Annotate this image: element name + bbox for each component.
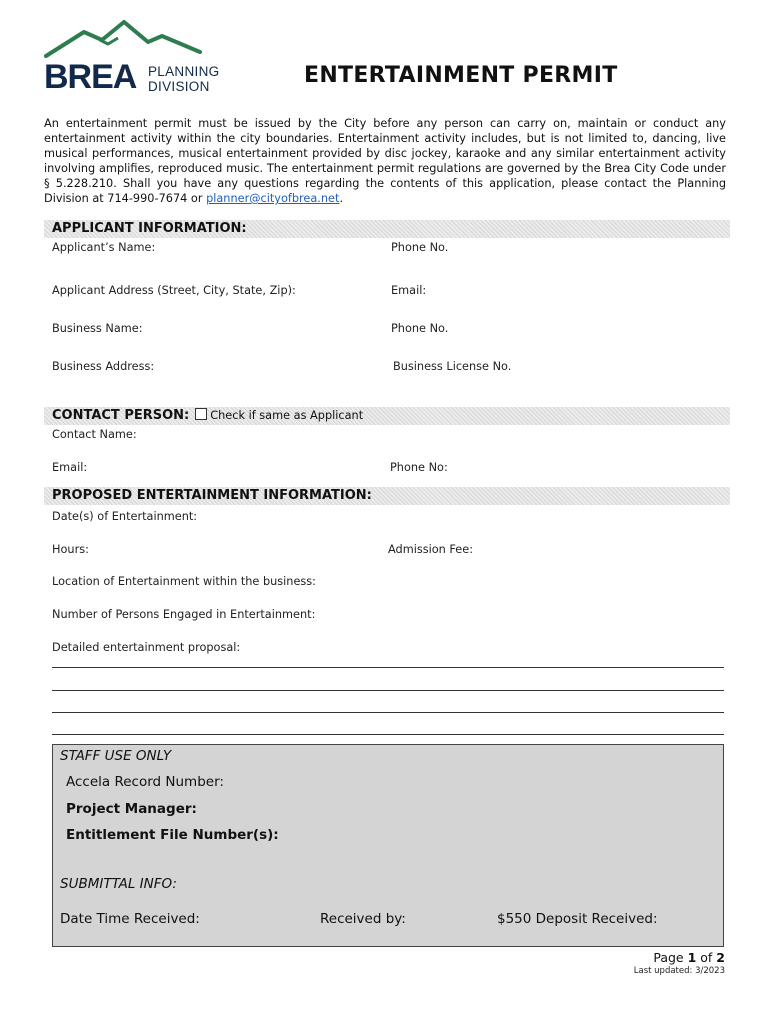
proposal-line-1[interactable] bbox=[52, 667, 724, 668]
date-time-received-label: Date Time Received: bbox=[60, 911, 200, 927]
page-of: of bbox=[696, 950, 717, 965]
intro-paragraph bbox=[44, 116, 726, 206]
contact-heading-wrap bbox=[52, 407, 363, 425]
last-updated: Last updated: 3/2023 bbox=[633, 966, 725, 976]
applicant-phone-label: Phone No. bbox=[391, 241, 449, 254]
page-current: 1 bbox=[687, 950, 697, 965]
accela-record-label: Accela Record Number: bbox=[66, 774, 224, 790]
proposal-label: Detailed entertainment proposal: bbox=[52, 641, 241, 654]
admission-fee-label: Admission Fee: bbox=[388, 543, 474, 556]
contact-email-label: Email: bbox=[52, 461, 88, 474]
same-as-applicant-label: Check if same as Applicant bbox=[210, 409, 364, 422]
entertainment-dates-label: Date(s) of Entertainment: bbox=[52, 510, 198, 523]
proposal-line-4[interactable] bbox=[52, 734, 724, 735]
logo-division-line1: PLANNING bbox=[148, 64, 220, 79]
mountain-logo-icon bbox=[44, 18, 204, 58]
persons-engaged-label: Number of Persons Engaged in Entertainment: bbox=[52, 608, 316, 621]
brea-planning-logo bbox=[44, 18, 244, 98]
business-phone-label: Phone No. bbox=[391, 322, 449, 335]
logo-division-text bbox=[148, 64, 219, 94]
business-license-label: Business License No. bbox=[393, 360, 512, 373]
proposal-line-3[interactable] bbox=[52, 712, 724, 713]
proposal-line-2[interactable] bbox=[52, 690, 724, 691]
same-as-applicant-checkbox[interactable] bbox=[195, 408, 207, 420]
applicant-name-label: Applicant’s Name: bbox=[52, 241, 156, 254]
page-total: 2 bbox=[716, 950, 725, 965]
page-number bbox=[653, 950, 725, 965]
received-by-label: Received by: bbox=[320, 911, 406, 927]
contact-section-header bbox=[44, 407, 730, 425]
page-prefix: Page bbox=[653, 950, 688, 965]
applicant-address-label: Applicant Address (Street, City, State, Zip): bbox=[52, 284, 296, 297]
contact-phone-label: Phone No: bbox=[390, 461, 448, 474]
entitlement-file-label: Entitlement File Number(s): bbox=[66, 827, 279, 843]
proposed-section-header bbox=[44, 487, 730, 505]
entertainment-location-label: Location of Entertainment within the business: bbox=[52, 575, 316, 588]
staff-use-heading: STAFF USE ONLY bbox=[60, 748, 172, 764]
staff-use-box bbox=[52, 744, 724, 947]
contact-heading: CONTACT PERSON: bbox=[52, 408, 190, 423]
project-manager-label: Project Manager: bbox=[66, 801, 197, 817]
business-address-label: Business Address: bbox=[52, 360, 155, 373]
entertainment-hours-label: Hours: bbox=[52, 543, 89, 556]
business-name-label: Business Name: bbox=[52, 322, 143, 335]
planner-email-link[interactable]: planner@cityofbrea.net bbox=[206, 192, 340, 205]
applicant-heading: APPLICANT INFORMATION: bbox=[52, 221, 247, 236]
submittal-info-heading: SUBMITTAL INFO: bbox=[60, 876, 177, 892]
page-title: ENTERTAINMENT PERMIT bbox=[304, 63, 618, 88]
applicant-email-label: Email: bbox=[391, 284, 427, 297]
logo-brand-text: BREA bbox=[44, 58, 137, 96]
deposit-received-label: $550 Deposit Received: bbox=[497, 911, 658, 927]
intro-text: An entertainment permit must be issued by the City before any person can carry on, maintain or conduct any entertainment activity within the city boundaries. Entertainment activity includes, but is not limited to, dancing, live musical performances, musical entertainment provided by disc jockey, karaoke and any similar entertainment activity involving amplifies, reproduced music. The entertainment permit regulations are governed by the Brea City Code under § 5.228.210. Shall you have any questions regarding the contents of this application, please contact the Planning Division at 714-990-7674 or bbox=[44, 117, 726, 205]
contact-name-label: Contact Name: bbox=[52, 428, 137, 441]
applicant-section-header bbox=[44, 220, 730, 238]
proposed-heading: PROPOSED ENTERTAINMENT INFORMATION: bbox=[52, 488, 372, 503]
logo-division-line2: DIVISION bbox=[148, 79, 210, 94]
intro-end: . bbox=[339, 192, 344, 205]
